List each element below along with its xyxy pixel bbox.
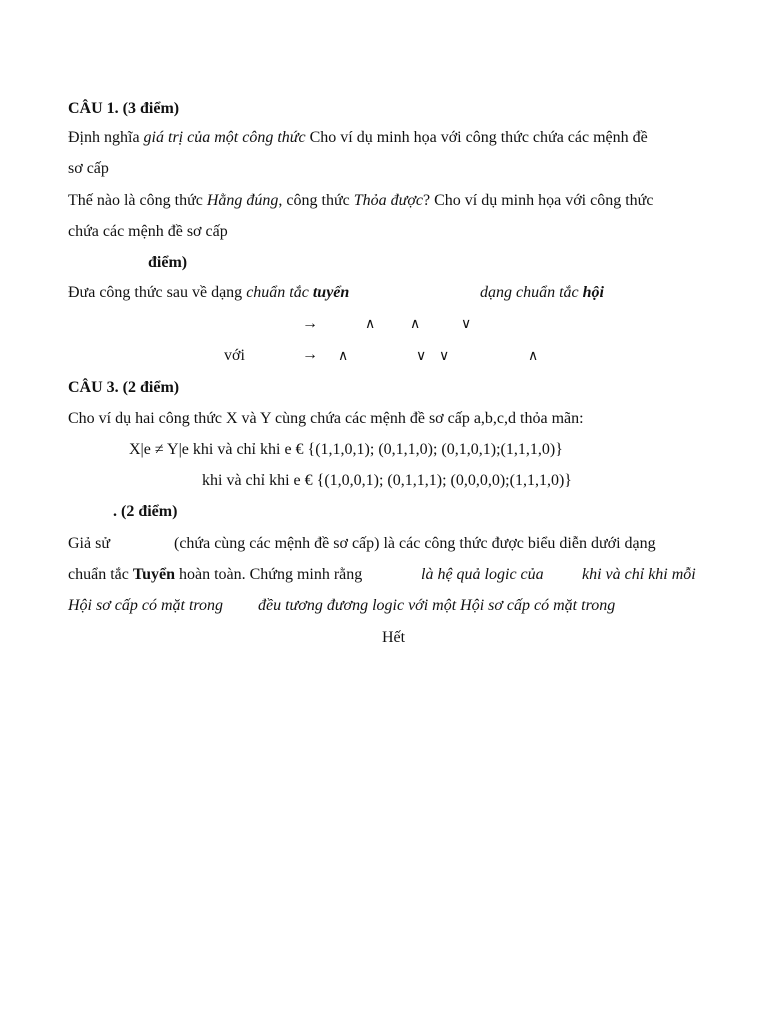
question-4-line-2e: khi và chỉ khi mỗi (582, 566, 696, 583)
text-run: Cho ví dụ minh họa với công thức chứa các mệnh đề (305, 129, 648, 146)
question-1-line-4: chứa các mệnh đề sơ cấp (68, 223, 228, 240)
question-2-heading: điểm) (148, 254, 188, 271)
and-symbol: ∧ (365, 317, 376, 332)
text-run-italic: giá trị của một công thức (143, 129, 306, 146)
text-run-bold: Tuyển (132, 566, 175, 583)
text-run: , công thức (278, 192, 354, 209)
and-symbol: ∧ (338, 349, 349, 364)
text-run-bold-italic: tuyển (312, 284, 350, 301)
question-4-line-1b: (chứa cùng các mệnh đề sơ cấp) là các công thức được biểu diễn dưới dạng (174, 535, 656, 552)
question-3-line-2: X|e ≠ Y|e khi và chỉ khi e € {(1,1,0,1); (0,1,1,0); (0,1,0,1);(1,1,1,0)} (129, 441, 563, 458)
or-symbol: ∨ (439, 349, 450, 364)
question-3-heading: CÂU 3. (2 điểm) (68, 379, 180, 396)
with-label: với (224, 347, 245, 364)
arrow-icon: → (302, 315, 318, 332)
text-run: ? Cho ví dụ minh họa với công thức (423, 192, 654, 209)
question-1-line-2: sơ cấp (68, 160, 109, 177)
text-run-bold-italic: hội (582, 284, 604, 301)
text-run: Đưa công thức sau về dạng (68, 284, 247, 301)
or-symbol: ∨ (461, 317, 472, 332)
text-run: Định nghĩa (68, 129, 144, 146)
question-4-line-1a: Giả sử (68, 535, 110, 552)
question-3-line-3: khi và chỉ khi e € {(1,0,0,1); (0,1,1,1); (0,0,0,0);(1,1,1,0)} (202, 472, 572, 489)
text-run: Thế nào là công thức (68, 192, 207, 209)
and-symbol: ∧ (410, 317, 421, 332)
end-marker: Hết (382, 629, 406, 646)
question-4-line-2a (68, 565, 362, 585)
question-4-line-3b: đều tương đương logic với một Hội sơ cấp có mặt trong (258, 597, 616, 614)
question-4-line-2d: là hệ quả logic của (421, 566, 544, 583)
arrow-icon: → (302, 346, 318, 363)
or-symbol: ∨ (416, 349, 427, 364)
text-run: hoàn toàn. Chứng minh rằng (174, 566, 363, 583)
question-4-line-3a: Hội sơ cấp có mặt trong (68, 597, 224, 614)
text-run-italic: chuẩn tắc (246, 284, 313, 301)
question-2-line-1-right (480, 283, 604, 303)
text-run-italic: Thỏa được (353, 192, 423, 209)
and-symbol: ∧ (528, 349, 539, 364)
text-run-italic: Hằng đúng (206, 192, 279, 209)
question-4-heading: . (2 điểm) (113, 503, 178, 520)
text-run: chuẩn tắc (68, 566, 133, 583)
question-1-line-1 (68, 128, 648, 148)
text-run-italic: dạng chuẩn tắc (480, 284, 583, 301)
question-2-line-1 (68, 283, 349, 303)
question-1-heading: CÂU 1. (3 điểm) (68, 100, 180, 117)
question-3-line-1: Cho ví dụ hai công thức X và Y cùng chứa các mệnh đề sơ cấp a,b,c,d thỏa mãn: (68, 410, 584, 427)
question-1-line-3 (68, 191, 653, 211)
